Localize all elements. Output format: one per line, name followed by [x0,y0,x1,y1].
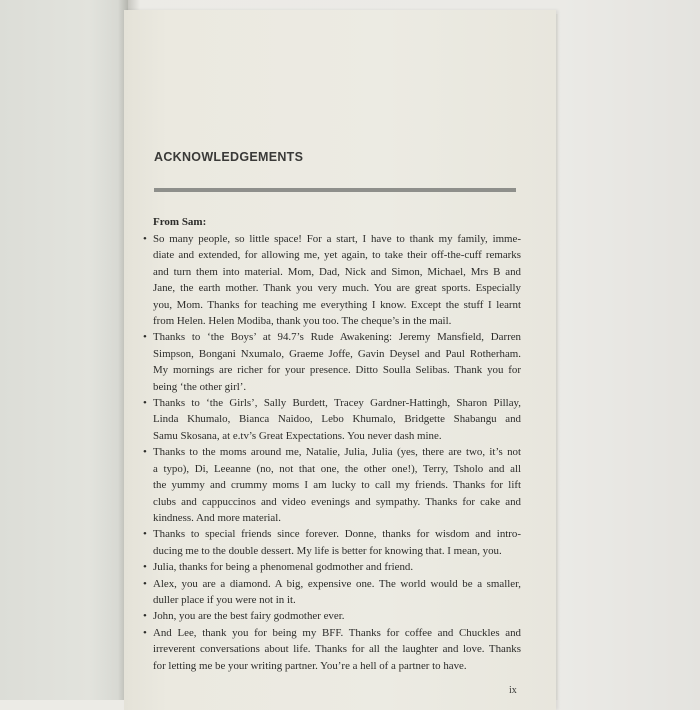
list-item [143,444,521,526]
text-line: for letting me be your writing partner. You’re a hell of a partner to have. [153,659,467,672]
text-line: Julia, thanks for being a phenomenal godmother and friend. [153,561,414,574]
bullet-icon: • [143,561,147,574]
bullet-icon: • [143,331,147,344]
book-page [124,10,556,710]
text-line: ducing me to the double dessert. My life is better for knowing that. I mean, you. [153,544,502,557]
text-line: John, you are the best fairy godmother ever. [153,610,345,623]
text-line: from Helen. Helen Modiba, thank you too. The cheque’s in the mail. [153,315,452,328]
text-line: So many people, so little space! For a start, I have to thank my family, imme- [153,233,521,245]
list-item [143,329,521,395]
text-line: Thanks to the moms around me, Natalie, Julia, Julia (yes, there are two, it’s not [153,446,521,459]
text-line: Thanks to ‘the Boys’ at 94.7’s Rude Awakening: Jeremy Mansfield, Darren [153,331,521,344]
text-line: and turn them into material. Mom, Dad, Nick and Simon, Michael, Mrs B and [153,265,521,278]
list-item [143,576,521,609]
list-item [143,625,521,674]
acknowledgements-list [143,231,521,674]
list-item [143,526,521,559]
heading-rule [154,188,516,192]
text-line: kindness. And more material. [153,511,281,524]
text-line: clubs and cappuccinos and video evenings and sympathy. Thanks for cake and [153,495,521,508]
bullet-icon: • [143,446,147,459]
text-line: My mornings are richer for your presence. Ditto Soulla Selibas. Thank you for [153,364,521,377]
text-line: a typo), Di, Leeanne (no, not that one, the other one!), Terry, Tsholo and all [153,462,521,475]
text-line: diate and extended, for allowing me, yet again, to take their off-the-cuff remarks [153,249,521,262]
text-line: Simpson, Bongani Nxumalo, Graeme Joffe, Gavin Deysel and Paul Rotherham. [153,347,521,360]
bullet-icon: • [143,626,147,639]
text-line: Jane, the earth mother. Thank you very much. You are great sports. Especially [153,282,521,295]
text-line: Thanks to special friends since forever. Donne, thanks for wisdom and intro- [153,528,521,541]
text-line: you, Mom. Thanks for teaching me everything I know. Except the stuff I learnt [153,298,521,311]
text-line: Alex, you are a diamond. A big, expensive one. The world would be a smaller, [153,577,521,590]
text-line: duller place if you were not in it. [153,593,296,606]
bullet-icon: • [143,397,147,410]
section-label: From Sam: [153,216,207,228]
page-number: ix [509,685,517,696]
text-line: And Lee, thank you for being my BFF. Thanks for coffee and Chuckles and [153,626,521,639]
left-page [0,0,128,700]
bullet-icon: • [143,610,147,623]
bullet-icon: • [143,577,147,590]
list-item [143,559,521,575]
text-line: irreverent conversations about life. Thanks for all the laughter and love. Thanks [153,643,521,656]
list-item [143,231,521,329]
text-line: Samu Skosana, at e.tv’s Great Expectations. You never dash mine. [153,429,442,442]
list-item [143,395,521,444]
bullet-icon: • [143,528,147,541]
page-heading: ACKNOWLEDGEMENTS [154,150,304,164]
list-item [143,608,521,624]
text-line: the yummy and crummy moms I am lucky to call my friends. Thanks for lift [153,479,521,492]
bullet-icon: • [143,233,147,245]
text-line: Thanks to ‘the Girls’, Sally Burdett, Tracey Gardner-Hattingh, Sharon Pillay, [153,397,521,410]
text-line: being ‘the other girl’. [153,380,247,393]
text-line: Linda Khumalo, Bianca Naidoo, Lebo Khumalo, Bridgette Shabangu and [153,413,521,426]
